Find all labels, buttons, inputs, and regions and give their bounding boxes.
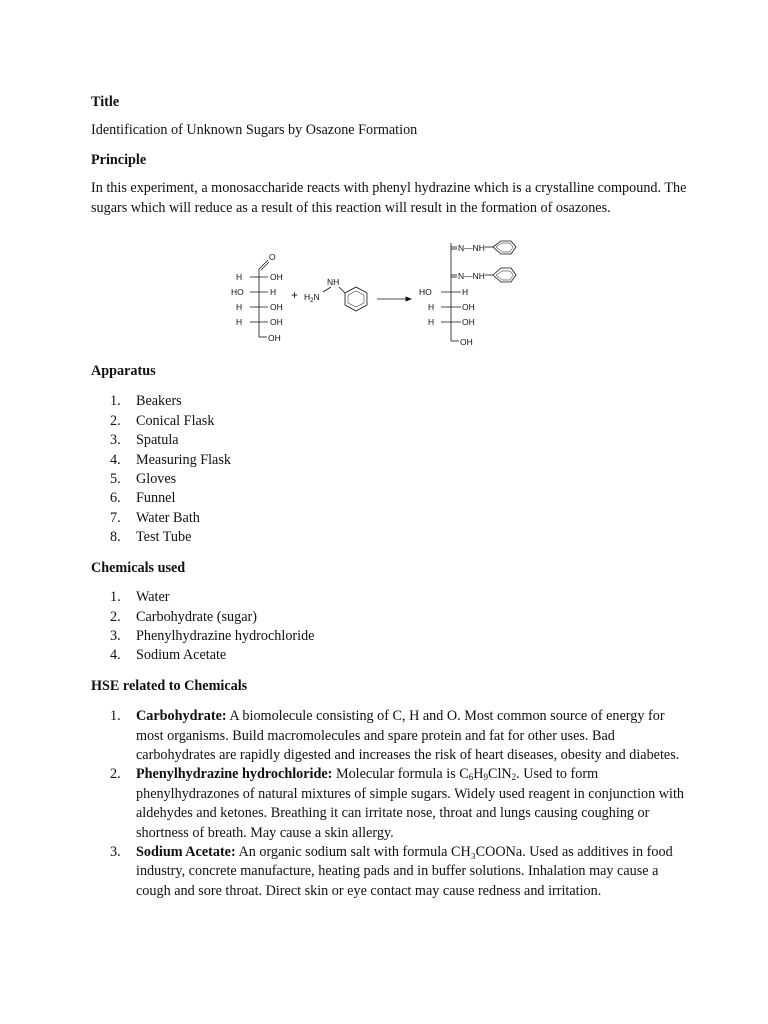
list-item: 3. Phenylhydrazine hydrochloride [110,627,315,644]
svg-text:OH: OH [270,317,283,328]
list-item: 1. Water [110,589,170,606]
svg-text:HO: HO [231,287,244,298]
chemicals-heading: Chemicals used [91,559,186,576]
svg-text:H: H [236,272,243,283]
svg-text:N—NH: N—NH [458,271,485,282]
svg-text:H: H [428,302,435,313]
sugar-structure [231,252,283,343]
osazone-reaction-figure [91,237,691,353]
list-item: 5. Gloves [110,471,177,488]
svg-text:H: H [236,302,243,313]
svg-text:H: H [270,287,277,298]
plus-sign: + [291,288,299,303]
svg-text:OH: OH [462,317,475,328]
reaction-scheme [231,237,541,353]
apparatus-list [91,392,691,547]
list-item: 2. Conical Flask [110,412,215,429]
principle-text: In this experiment, a monosaccharide reacts with phenyl hydrazine which is a crystalline compound. The sugars which will reduce as a result of this reaction will result in the formation of osazones. [91,180,687,216]
document-page [91,93,691,901]
svg-text:OH: OH [268,333,281,344]
svg-text:N—NH: N—NH [458,243,485,254]
list-item: 3. Spatula [110,432,179,449]
hse-item-carbohydrate: 1. Carbohydrate: A biomolecule consisting of C, H and O. Most common source of energy for most organisms. Build macromolecules and spare protein and fat for other uses. Bad carbohydrates are rapidly digested and increases the risk of heart diseases, obesity and diabetes. [110,708,680,763]
svg-text:H2N: $H_2N$ [304,292,320,305]
svg-text:H: H [428,317,435,328]
svg-text:OH: OH [460,337,473,348]
list-item: 8. Test Tube [110,529,192,546]
list-item: 4. Sodium Acetate [110,647,227,664]
apparatus-heading: Apparatus [91,363,156,380]
list-item: 6. Funnel [110,490,176,507]
hse-list [91,707,691,901]
hse-item-phenylhydrazine: 2. Phenylhydrazine hydrochloride: Molecular formula is $C_6H_9ClN_2$. Used to form phenylhydrazones of natural mixtures of simple sugars. Widely used reagent in conjunction with aldehydes and ketones. Breathing it can irritate nose, throat and lungs causing coughing or shortness of breath. May cause a skin allergy. [110,766,685,841]
sugar-carbonyl-o: O [269,252,276,263]
chemicals-list [91,588,691,666]
phenylhydrazine-structure [304,277,367,311]
list-item: 7. Water Bath [110,509,200,526]
title-text: Identification of Unknown Sugars by Osazone Formation [91,122,418,139]
principle-heading: Principle [91,151,147,168]
hse-heading: HSE related to Chemicals [91,677,248,694]
svg-text:HO: HO [419,287,432,298]
svg-text:H: H [236,317,243,328]
svg-text:NH: NH [327,277,340,288]
hse-item-sodium-acetate: 3. Sodium Acetate: An organic sodium salt with formula CH₃COONa. Used as additives in food industry, concrete manufacture, heating pads and in buffer solutions. Inhalation may cause a cough and sore throat. Direct skin or eye contact may cause redness and irritation. [110,843,673,899]
svg-text:OH: OH [462,302,475,313]
svg-text:OH: OH [270,272,283,283]
list-item: 2. Carbohydrate (sugar) [110,608,257,625]
svg-text:H: H [462,287,469,298]
osazone-product-structure [419,241,516,347]
title-heading: Title [91,94,120,110]
reaction-arrow [377,297,411,301]
svg-text:OH: OH [270,302,283,313]
list-item: 4. Measuring Flask [110,451,231,468]
list-item: 1. Beakers [110,393,182,410]
